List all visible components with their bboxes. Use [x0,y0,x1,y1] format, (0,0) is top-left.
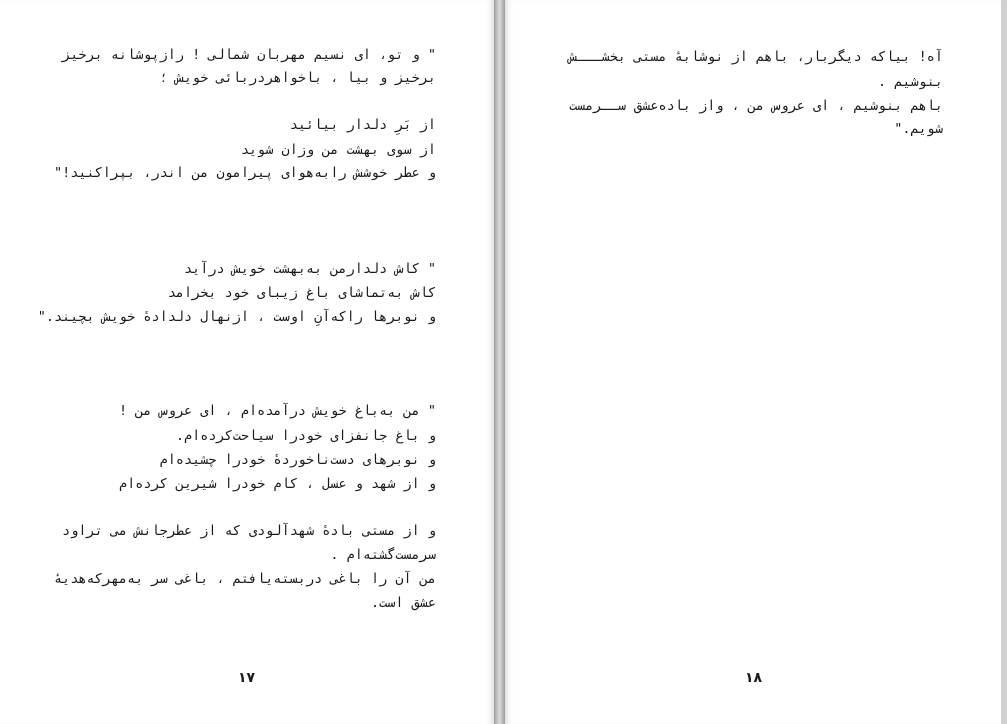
text-line: و از مستی باده‌ٔ شهدآلودی که از عطرجانش می تراود [62,523,436,539]
text-line: و عطر خوشش رابه‌هوای پیرامون من اندر، بپراکنید!" [53,165,436,181]
text-line: برخیز و بیا ، باخواهردربائی خویش ؛ [159,70,436,86]
text-line: و نوبرهای دست‌ناخورده‌ٔ خودرا چشیده‌ام [159,452,436,468]
text-line: و از شهد و عسل ، کام خودرا شیرین کرده‌ام [119,476,436,492]
text-line: " من به‌باغ خویش درآمده‌ام ، ای عروس من ! [119,403,436,419]
text-line: و باغ جانفزای خودرا سیاحت‌کرده‌ام. [175,428,436,444]
text-line: عشق است. [370,595,436,611]
text-line: " و تو، ای نسیم مهربان شمالی ! رازپوشانه برخیز [62,47,436,63]
text-line: " کاش دلدارمن به‌بهشت خویش درآید [184,261,436,277]
page-edge [1001,0,1007,724]
text-line: سرمست‌گشته‌ام . [330,547,436,563]
right-page [505,0,1001,724]
page-number: ۱۷ [238,670,256,686]
text-line: آه! بیاکه دیگربار، باهم از نوشابه‌ٔ مستی بخشـــش [569,49,943,65]
text-line: شویم." [894,121,943,137]
text-line: بنوشیم . [877,74,943,90]
left-page [0,0,494,724]
page-number: ۱۸ [745,670,763,686]
text-line: از سوی بهشت من وزان شوید [240,142,436,158]
text-line: کاش به‌تماشای باغ زیبای خود بخرامد [167,285,436,301]
text-line: باهم بنوشیم ، ای عروس من ، واز باده‌عشق ســرمست [569,98,943,114]
text-line: از بَرِ دلدار بیائید [289,117,436,133]
text-line: من آن را باغی دربسته‌یافتم ، باغی سر به‌مهرکه‌هدیهٔ [53,571,436,587]
text-line: و نوبرها راکه‌آنِ اوست ، ازنهال دلداده‌ٔ خویش بچیند." [37,309,436,325]
book-gutter [494,0,505,724]
